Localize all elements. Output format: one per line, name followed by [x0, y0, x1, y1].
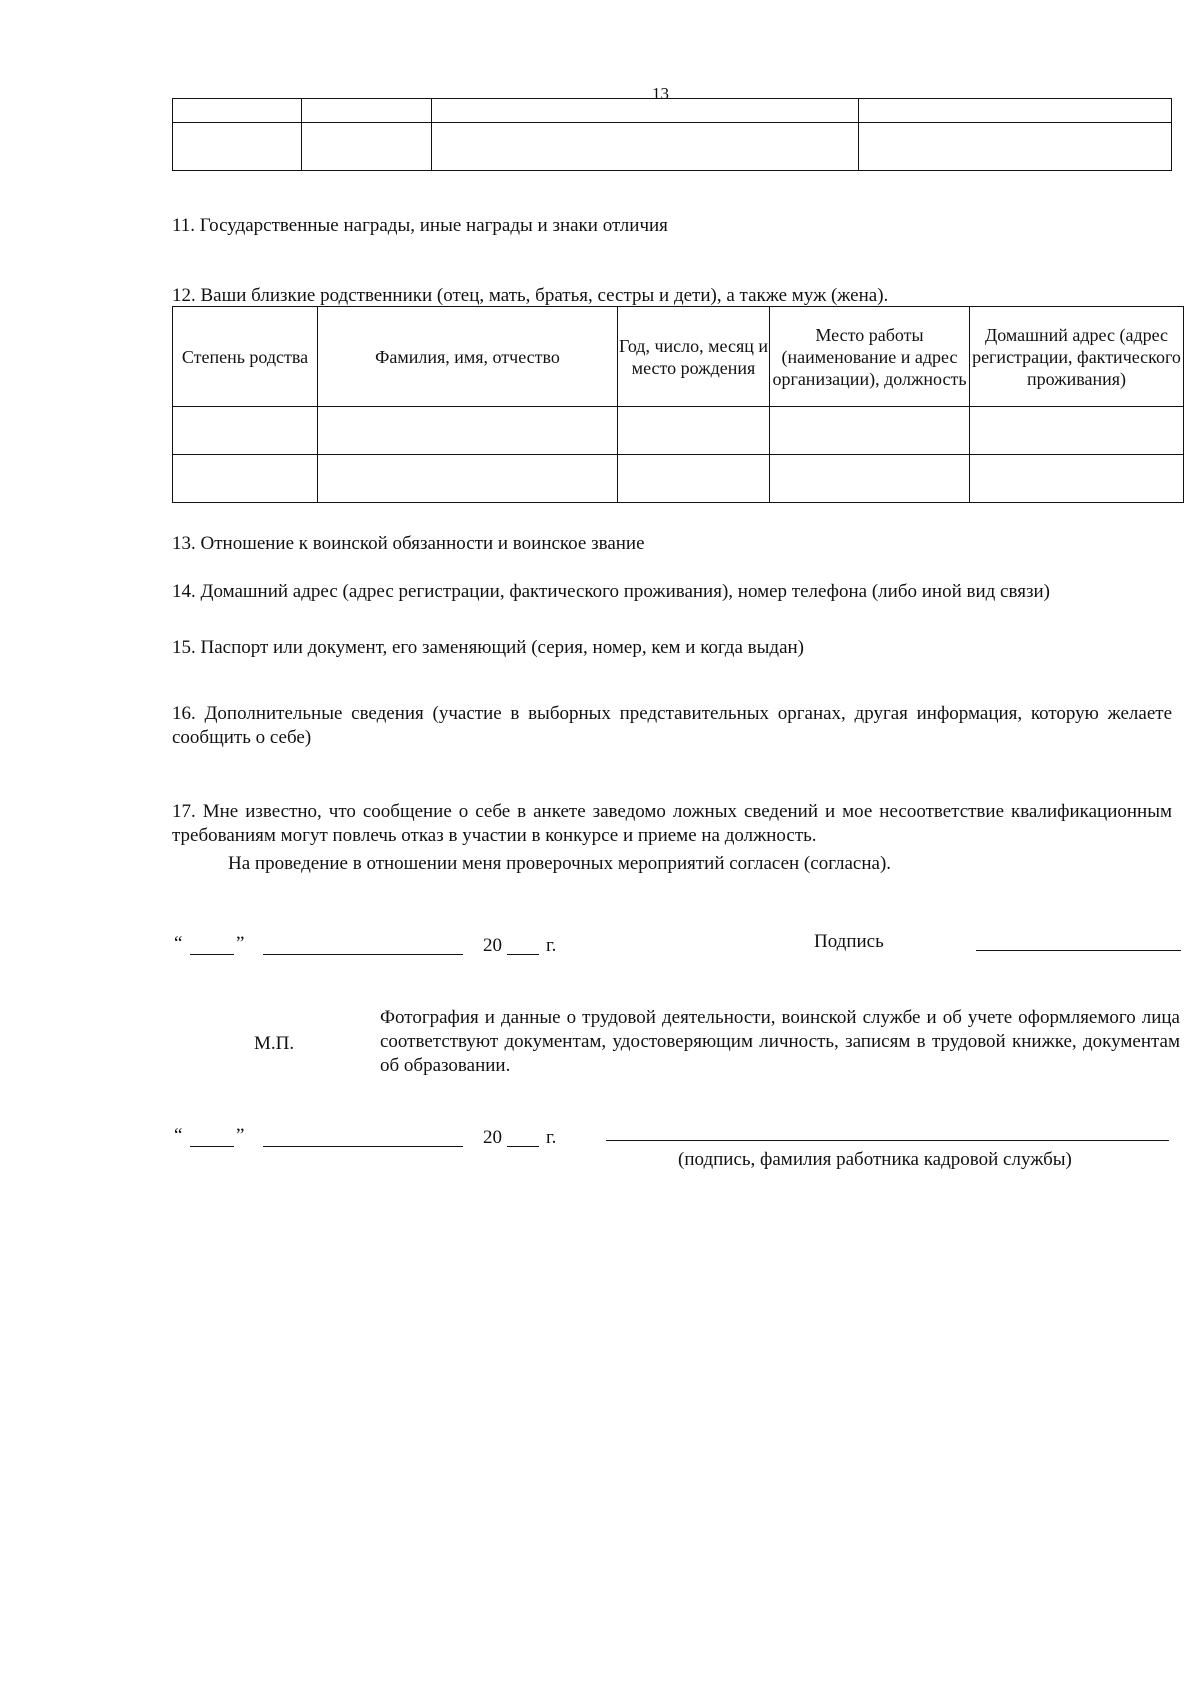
table-header-row — [173, 307, 1184, 407]
year-field[interactable] — [507, 954, 539, 955]
table-cell[interactable] — [970, 407, 1184, 455]
item-12-relatives: 12. Ваши близкие родственники (отец, мать, братья, сестры и дети), а также муж (жена). — [172, 285, 889, 306]
relatives-table — [172, 306, 1184, 503]
open-quote: “ — [174, 1125, 183, 1146]
table-cell[interactable] — [618, 407, 770, 455]
stamp-label: М.П. — [254, 1033, 295, 1054]
page-number: 13 — [652, 84, 669, 103]
year-suffix: г. — [546, 935, 557, 956]
item-17-declaration: 17. Мне известно, что сообщение о себе в анкете заведомо ложных сведений и мое несоответствие квалификационным требованиям могут повлечь отказ в участии в конкурсе и приеме на должность. — [172, 801, 1172, 846]
table-row — [173, 455, 1184, 503]
hr-signature-field[interactable] — [606, 1140, 1169, 1141]
open-quote: “ — [174, 933, 183, 954]
year-field[interactable] — [507, 1146, 539, 1147]
day-field[interactable] — [190, 1146, 234, 1147]
table-cell[interactable] — [173, 407, 318, 455]
header-birth-date-place: Год, число, месяц и место рождения — [618, 307, 770, 407]
day-field[interactable] — [190, 954, 234, 955]
table-cell — [432, 99, 859, 123]
month-field[interactable] — [263, 1146, 463, 1147]
table-cell[interactable] — [618, 455, 770, 503]
item-17-consent: На проведение в отношении меня проверочных мероприятий согласен (согласна). — [228, 853, 892, 874]
table-cell — [173, 123, 302, 171]
table-cell — [859, 99, 1172, 123]
table-cell[interactable] — [770, 407, 970, 455]
table-cell — [302, 99, 432, 123]
header-relation-degree: Степень родства — [173, 307, 318, 407]
item-11-awards: 11. Государственные награды, иные награды и знаки отличия — [172, 215, 668, 236]
year-suffix: г. — [546, 1127, 557, 1148]
previous-table-continuation — [172, 98, 1172, 171]
signature-label: Подпись — [814, 931, 884, 952]
month-field[interactable] — [263, 954, 463, 955]
hr-signature-caption: (подпись, фамилия работника кадровой службы) — [678, 1149, 1072, 1170]
year-prefix: 20 — [483, 1127, 502, 1148]
table-cell[interactable] — [318, 407, 618, 455]
table-cell[interactable] — [770, 455, 970, 503]
header-workplace: Место работы (наименование и адрес организации), должность — [770, 307, 970, 407]
close-quote: ” — [236, 1125, 245, 1146]
table-cell — [432, 123, 859, 171]
header-full-name: Фамилия, имя, отчество — [318, 307, 618, 407]
item-13-military: 13. Отношение к воинской обязанности и воинское звание — [172, 533, 645, 554]
header-home-address: Домашний адрес (адрес регистрации, фактического проживания) — [970, 307, 1184, 407]
verification-text: Фотография и данные о трудовой деятельности, воинской службе и об учете оформляемого лица соответствуют документам, удостоверяющим личность, записям в трудовой книжке, документам об образовании. — [380, 1007, 1180, 1076]
year-prefix: 20 — [483, 935, 502, 956]
signature-field[interactable] — [976, 950, 1181, 951]
table-row — [173, 407, 1184, 455]
table-cell — [859, 123, 1172, 171]
table-cell[interactable] — [970, 455, 1184, 503]
item-15-passport: 15. Паспорт или документ, его заменяющий (серия, номер, кем и когда выдан) — [172, 637, 804, 658]
item-14-home-address: 14. Домашний адрес (адрес регистрации, фактического проживания), номер телефона (либо иной вид связи) — [172, 581, 1050, 602]
table-cell[interactable] — [173, 455, 318, 503]
table-cell[interactable] — [318, 455, 618, 503]
close-quote: ” — [236, 933, 245, 954]
table-cell — [173, 99, 302, 123]
table-cell — [302, 123, 432, 171]
item-16-additional-info: 16. Дополнительные сведения (участие в выборных представительных органах, другая информация, которую желаете сообщить о себе) — [172, 703, 1172, 748]
